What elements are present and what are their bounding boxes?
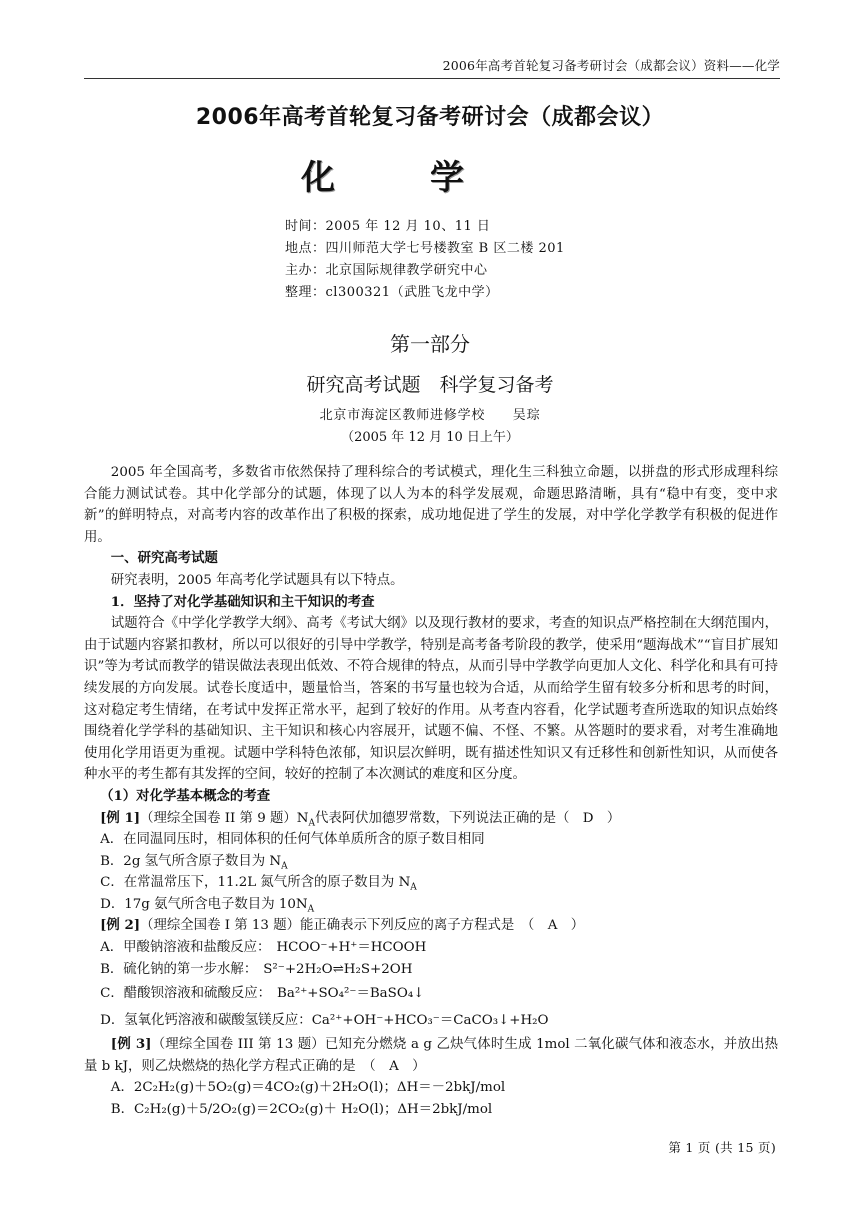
example-3-tag: [例 3]	[110, 1036, 152, 1053]
intro-paragraph: 2005 年全国高考，多数省市依然保持了理科综合的考试模式，理化生三科独立命题，以拼盘的形式形成理科综合能力测试试卷。其中化学部分的试题，体现了以人为本的科学发展观，命题思路清晰，具有“稳中有变，变中求新”的鲜明特点，对高考内容的改革作出了积极的探索，成功地促进了学生的发展，对中学化学教学有积极的促进作用。	[84, 465, 778, 545]
meeting-host: 主办：北京国际规律教学研究中心	[285, 263, 488, 278]
example-1-stem-a: （理综全国卷 II 第 9 题）N	[140, 810, 309, 826]
example-1-option-a: A．在同温同压时，相同体积的任何气体单质所含的原子数目相同	[100, 832, 485, 848]
option-a-equation: HCOO⁻+H⁺＝HCOOH	[276, 940, 427, 956]
example-1-option-b	[84, 851, 778, 873]
part-title: 第一部分	[390, 332, 470, 356]
option-a-label: A．甲酸钠溶液和盐酸反应：	[100, 940, 271, 956]
example-2-option-c	[84, 980, 778, 1008]
subscript-a: A	[410, 882, 417, 893]
example-1-option-d	[84, 894, 778, 916]
paragraph-3: 试题符合《中学化学教学大纲》、高考《考试大纲》以及现行教材的要求，考查的知识点严格控制在大纲范围内，由于试题内容紧扣教材，所以可以很好的引导中学教学，特别是高考备考阶段的教学，使采用“题海战术”“盲目扩展知识”等为考试而教学的错误做法表现出低效、不符合规律的特点，从而引导中学教学向更加人文化、科学化和具有可持续发展的方向发展。试卷长度适中，题量恰当，答案的书写量也较为合适，从而给学生留有较多分析和思考的时间，这对稳定考生情绪，在考试中发挥正常水平，起到了较好的作用。从考查内容看，化学试题考查所选取的知识点始终围绕着化学学科的基础知识、主干知识和核心内容展开，试题不偏、不怪、不繁。从答题时的要求看，对考生准确地使用化学用语更为重视。试题中学科特色浓郁，知识层次鲜明，既有描述性知识又有迁移性和创新性知识，从而使各种水平的考生都有其发挥的空间，较好的控制了本次测试的难度和区分度。	[84, 616, 778, 783]
subscript-a: A	[281, 861, 288, 872]
example-3-option-a: A．2C₂H₂(g)＋5O₂(g)＝4CO₂(g)＋2H₂O(l)；ΔH＝－2bkJ/mol	[110, 1080, 506, 1096]
author-line: 北京市海淀区教师进修学校 吴琮	[319, 408, 541, 423]
meeting-time: 时间：2005 年 12 月 10、11 日	[285, 219, 491, 234]
option-d-label: D．氢氧化钙溶液和碳酸氢镁反应：	[100, 1013, 312, 1029]
option-c-text: C．在常温常压下，11.2L 氮气所含的原子数目为 N	[100, 875, 411, 891]
example-3-option-b: B．C₂H₂(g)＋5/2O₂(g)＝2CO₂(g)＋ H₂O(l)；ΔH＝2bkJ/mol	[110, 1102, 493, 1118]
example-1-stem	[84, 808, 778, 830]
lecture-date: （2005 年 12 月 10 日上午）	[341, 430, 519, 445]
paragraph-2: 研究表明，2005 年高考化学试题具有以下特点。	[110, 572, 404, 588]
subscript-a: A	[307, 904, 315, 915]
option-c-equation: Ba²⁺+SO₄²⁻＝BaSO₄↓	[277, 986, 425, 1002]
option-d-text: D．17g 氨气所含电子数目为 10N	[100, 896, 308, 912]
subscript-a: A	[308, 818, 315, 829]
meeting-place: 地点：四川师范大学七号楼教室 B 区二楼 201	[285, 241, 565, 256]
example-1-stem-b: 代表阿伏加德罗常数，下列说法正确的是（ D ）	[314, 810, 621, 826]
option-b-equation: S²⁻+2H₂O⇌H₂S+2OH	[263, 961, 413, 977]
part-subtitle: 研究高考试题 科学复习备考	[306, 374, 554, 396]
header-rule	[84, 78, 780, 79]
running-header: 2006年高考首轮复习备考研讨会（成都会议）资料——化学	[442, 58, 780, 73]
example-3-stem-text: （理综全国卷 III 第 13 题）已知充分燃烧 a g 乙炔气体时生成 1mol 二氧化碳气体和液态水，并放出热量 b kJ，则乙炔燃烧的热化学方程式正确的是 （ A ）	[84, 1037, 778, 1074]
page-number: 第 1 页 (共 15 页)	[668, 1140, 776, 1155]
example-2-stem-text: （理综全国卷 I 第 13 题）能正确表示下列反应的离子方程式是 （ A ）	[140, 918, 585, 934]
topic-heading-1: （1）对化学基本概念的考查	[100, 787, 271, 804]
option-c-label: C．醋酸钡溶液和硫酸反应：	[100, 986, 272, 1002]
example-2-option-d	[84, 1008, 778, 1034]
example-1-option-c	[84, 872, 778, 894]
subject-title: 化学	[301, 158, 559, 198]
option-b-text: B．2g 氢气所含原子数目为 N	[100, 853, 282, 869]
article-body	[84, 462, 778, 1121]
meeting-info	[285, 216, 565, 304]
meeting-editor: 整理：cl300321（武胜飞龙中学）	[285, 285, 499, 300]
example-2-option-b	[84, 959, 778, 981]
example-2-option-a	[84, 937, 778, 959]
option-d-equation: Ca²⁺+OH⁻+HCO₃⁻＝CaCO₃↓+H₂O	[311, 1013, 549, 1029]
example-2-stem	[84, 915, 778, 937]
example-3-stem	[84, 1034, 778, 1077]
document-title: 2006年高考首轮复习备考研讨会（成都会议）	[195, 105, 665, 130]
example-2-tag: [例 2]	[100, 917, 141, 934]
subsection-heading-1: 1．坚持了对化学基础知识和主干知识的考查	[110, 593, 375, 610]
option-b-label: B．硫化钠的第一步水解：	[100, 961, 258, 977]
section-heading-1: 一、研究高考试题	[110, 550, 218, 567]
example-1-tag: [例 1]	[100, 809, 141, 826]
